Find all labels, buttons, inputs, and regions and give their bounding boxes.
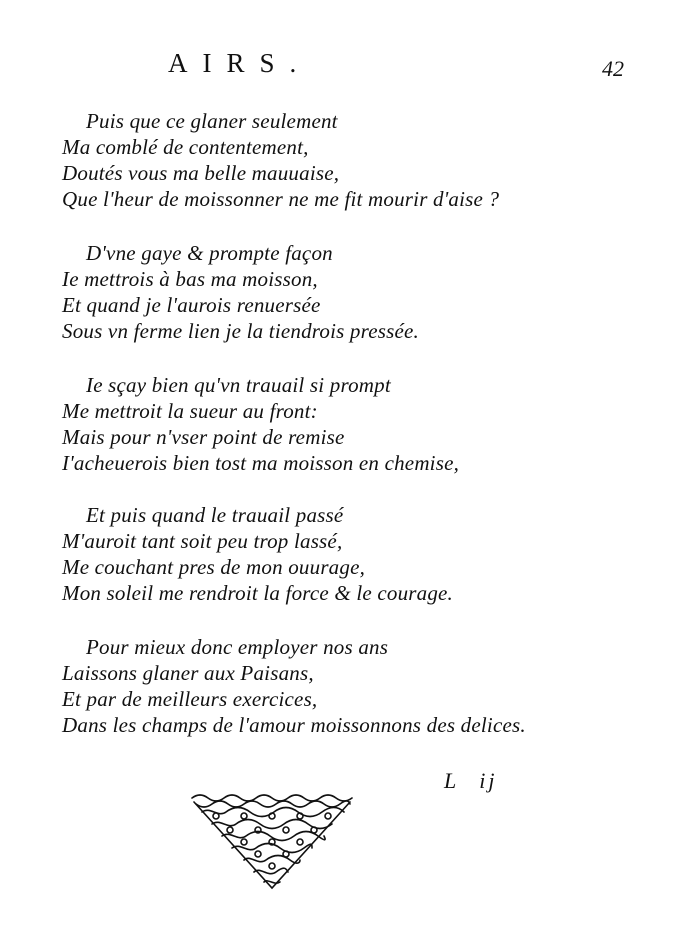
verse-line: I'acheuerois bien tost ma moisson en chemise, bbox=[62, 451, 460, 475]
verse-line: Et puis quand le trauail passé bbox=[86, 503, 344, 527]
verse-line: Mon soleil me rendroit la force & le courage. bbox=[62, 581, 454, 605]
running-title: AIRS. bbox=[168, 48, 312, 78]
verse-line: Ie mettrois à bas ma moisson, bbox=[62, 267, 318, 291]
stanza bbox=[62, 108, 582, 212]
verse-line: Doutés vous ma belle mauuaise, bbox=[62, 161, 340, 185]
verse-line: Ma comblé de contentement, bbox=[62, 135, 309, 159]
verse-line: Pour mieux donc employer nos ans bbox=[86, 635, 389, 659]
signature-letter: L bbox=[444, 768, 460, 793]
page-number: 42 bbox=[602, 56, 624, 81]
stanza bbox=[62, 372, 582, 476]
signature-mark bbox=[444, 768, 497, 794]
verse-line: M'auroit tant soit peu trop lassé, bbox=[62, 529, 343, 553]
stanza bbox=[62, 240, 582, 344]
verse-line: Et par de meilleurs exercices, bbox=[62, 687, 318, 711]
verse-line: Laissons glaner aux Paisans, bbox=[62, 661, 314, 685]
verse-line: Ie sçay bien qu'vn trauail si prompt bbox=[86, 373, 391, 397]
verse-line: Mais pour n'vser point de remise bbox=[62, 425, 345, 449]
verse-line: Et quand je l'aurois renuersée bbox=[62, 293, 321, 317]
verse-line: Puis que ce glaner seulement bbox=[86, 109, 338, 133]
verse-line: D'vne gaye & prompte façon bbox=[86, 241, 333, 265]
stanza bbox=[62, 502, 582, 606]
stanza bbox=[62, 634, 582, 738]
verse-line: Dans les champs de l'amour moissonnons des delices. bbox=[62, 713, 526, 737]
signature-numeral: ij bbox=[479, 768, 498, 793]
verse-line: Me couchant pres de mon ouurage, bbox=[62, 555, 366, 579]
verse-line: Me mettroit la sueur au front: bbox=[62, 399, 318, 423]
verse-line: Que l'heur de moissonner ne me fit mourir d'aise ? bbox=[62, 187, 500, 211]
fleuron-tailpiece-icon bbox=[186, 790, 358, 890]
verse-line: Sous vn ferme lien je la tiendrois pressée. bbox=[62, 319, 419, 343]
